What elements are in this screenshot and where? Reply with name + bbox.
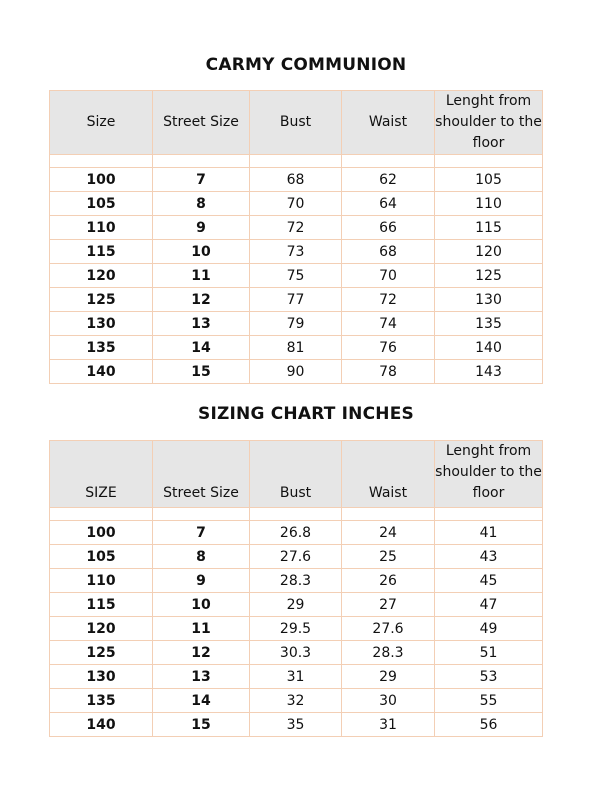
cell-waist: 62 bbox=[342, 168, 435, 192]
size-table-cm bbox=[49, 90, 543, 384]
table-row bbox=[50, 545, 543, 569]
cell-size: 130 bbox=[50, 312, 153, 336]
cell-street-size: 13 bbox=[153, 312, 250, 336]
cell-length: 105 bbox=[435, 168, 543, 192]
cell-length: 125 bbox=[435, 264, 543, 288]
cell-size: 135 bbox=[50, 336, 153, 360]
cell-street-size: 14 bbox=[153, 336, 250, 360]
cell-street-size: 10 bbox=[153, 593, 250, 617]
cell-waist: 25 bbox=[342, 545, 435, 569]
cell-bust: 35 bbox=[250, 713, 342, 737]
cell-length: 55 bbox=[435, 689, 543, 713]
cell-waist: 29 bbox=[342, 665, 435, 689]
cell-size: 105 bbox=[50, 545, 153, 569]
cell-waist: 27.6 bbox=[342, 617, 435, 641]
cell-length: 115 bbox=[435, 216, 543, 240]
cell-size: 105 bbox=[50, 192, 153, 216]
cell-waist: 26 bbox=[342, 569, 435, 593]
table-row bbox=[50, 336, 543, 360]
cell-waist: 74 bbox=[342, 312, 435, 336]
cell-bust: 27.6 bbox=[250, 545, 342, 569]
cell-length: 51 bbox=[435, 641, 543, 665]
table-row bbox=[50, 264, 543, 288]
cell-length: 53 bbox=[435, 665, 543, 689]
cell-waist: 64 bbox=[342, 192, 435, 216]
table-row bbox=[50, 521, 543, 545]
table-row bbox=[50, 288, 543, 312]
cell-waist: 30 bbox=[342, 689, 435, 713]
cell-length: 135 bbox=[435, 312, 543, 336]
cell-bust: 77 bbox=[250, 288, 342, 312]
table-row bbox=[50, 713, 543, 737]
cell-waist: 28.3 bbox=[342, 641, 435, 665]
table-row bbox=[50, 689, 543, 713]
cell-street-size: 13 bbox=[153, 665, 250, 689]
cell-size: 115 bbox=[50, 240, 153, 264]
cell-size: 130 bbox=[50, 665, 153, 689]
cell-bust: 68 bbox=[250, 168, 342, 192]
cell-bust: 26.8 bbox=[250, 521, 342, 545]
header-waist: Waist bbox=[342, 91, 435, 155]
table-body bbox=[50, 155, 543, 384]
table-row bbox=[50, 216, 543, 240]
cell-bust: 29 bbox=[250, 593, 342, 617]
cell-waist: 27 bbox=[342, 593, 435, 617]
cell-length: 43 bbox=[435, 545, 543, 569]
cell-waist: 66 bbox=[342, 216, 435, 240]
cell-street-size: 7 bbox=[153, 521, 250, 545]
cell-street-size: 10 bbox=[153, 240, 250, 264]
cell-street-size: 14 bbox=[153, 689, 250, 713]
cell-size: 120 bbox=[50, 264, 153, 288]
cell-waist: 68 bbox=[342, 240, 435, 264]
table-row bbox=[50, 312, 543, 336]
cell-size: 100 bbox=[50, 168, 153, 192]
cell-length: 45 bbox=[435, 569, 543, 593]
cell-size: 110 bbox=[50, 569, 153, 593]
cell-bust: 31 bbox=[250, 665, 342, 689]
cell-length: 41 bbox=[435, 521, 543, 545]
cell-waist: 24 bbox=[342, 521, 435, 545]
header-length: Lenght from shoulder to the floor bbox=[435, 91, 543, 155]
cell-bust: 75 bbox=[250, 264, 342, 288]
cell-size: 125 bbox=[50, 288, 153, 312]
table-header-row bbox=[50, 91, 543, 155]
cell-bust: 29.5 bbox=[250, 617, 342, 641]
table-header-row bbox=[50, 441, 543, 508]
header-street-size: Street Size bbox=[153, 441, 250, 508]
cell-length: 47 bbox=[435, 593, 543, 617]
cell-bust: 81 bbox=[250, 336, 342, 360]
cell-street-size: 15 bbox=[153, 713, 250, 737]
table-title-carmy-communion: CARMY COMMUNION bbox=[205, 55, 407, 75]
table-row bbox=[50, 641, 543, 665]
header-street-size: Street Size bbox=[153, 91, 250, 155]
cell-size: 125 bbox=[50, 641, 153, 665]
cell-street-size: 11 bbox=[153, 264, 250, 288]
cell-size: 140 bbox=[50, 713, 153, 737]
cell-waist: 76 bbox=[342, 336, 435, 360]
table-row bbox=[50, 665, 543, 689]
cell-street-size: 11 bbox=[153, 617, 250, 641]
cell-bust: 30.3 bbox=[250, 641, 342, 665]
header-bust: Bust bbox=[250, 441, 342, 508]
cell-length: 140 bbox=[435, 336, 543, 360]
header-waist: Waist bbox=[342, 441, 435, 508]
cell-size: 100 bbox=[50, 521, 153, 545]
cell-size: 110 bbox=[50, 216, 153, 240]
header-length: Lenght from shoulder to the floor bbox=[435, 441, 543, 508]
table-row bbox=[50, 192, 543, 216]
table-row bbox=[50, 593, 543, 617]
cell-length: 49 bbox=[435, 617, 543, 641]
spacer-row bbox=[50, 155, 543, 168]
cell-street-size: 12 bbox=[153, 641, 250, 665]
header-bust: Bust bbox=[250, 91, 342, 155]
cell-bust: 32 bbox=[250, 689, 342, 713]
cell-waist: 70 bbox=[342, 264, 435, 288]
table-body bbox=[50, 508, 543, 737]
cell-size: 135 bbox=[50, 689, 153, 713]
cell-size: 115 bbox=[50, 593, 153, 617]
cell-street-size: 9 bbox=[153, 569, 250, 593]
cell-waist: 31 bbox=[342, 713, 435, 737]
header-size: Size bbox=[50, 91, 153, 155]
cell-size: 140 bbox=[50, 360, 153, 384]
cell-size: 120 bbox=[50, 617, 153, 641]
cell-length: 110 bbox=[435, 192, 543, 216]
cell-waist: 72 bbox=[342, 288, 435, 312]
cell-street-size: 9 bbox=[153, 216, 250, 240]
cell-bust: 70 bbox=[250, 192, 342, 216]
cell-street-size: 7 bbox=[153, 168, 250, 192]
cell-length: 56 bbox=[435, 713, 543, 737]
cell-bust: 79 bbox=[250, 312, 342, 336]
cell-waist: 78 bbox=[342, 360, 435, 384]
table-title-sizing-chart-inches: SIZING CHART INCHES bbox=[198, 404, 414, 424]
cell-length: 130 bbox=[435, 288, 543, 312]
cell-street-size: 12 bbox=[153, 288, 250, 312]
cell-street-size: 15 bbox=[153, 360, 250, 384]
cell-bust: 90 bbox=[250, 360, 342, 384]
table-row bbox=[50, 569, 543, 593]
cell-bust: 72 bbox=[250, 216, 342, 240]
size-table-inches bbox=[49, 440, 543, 737]
header-size: SIZE bbox=[50, 441, 153, 508]
cell-street-size: 8 bbox=[153, 192, 250, 216]
cell-length: 120 bbox=[435, 240, 543, 264]
spacer-row bbox=[50, 508, 543, 521]
table-row bbox=[50, 617, 543, 641]
cell-length: 143 bbox=[435, 360, 543, 384]
table-row bbox=[50, 168, 543, 192]
cell-bust: 73 bbox=[250, 240, 342, 264]
cell-street-size: 8 bbox=[153, 545, 250, 569]
table-row bbox=[50, 360, 543, 384]
table-row bbox=[50, 240, 543, 264]
cell-bust: 28.3 bbox=[250, 569, 342, 593]
